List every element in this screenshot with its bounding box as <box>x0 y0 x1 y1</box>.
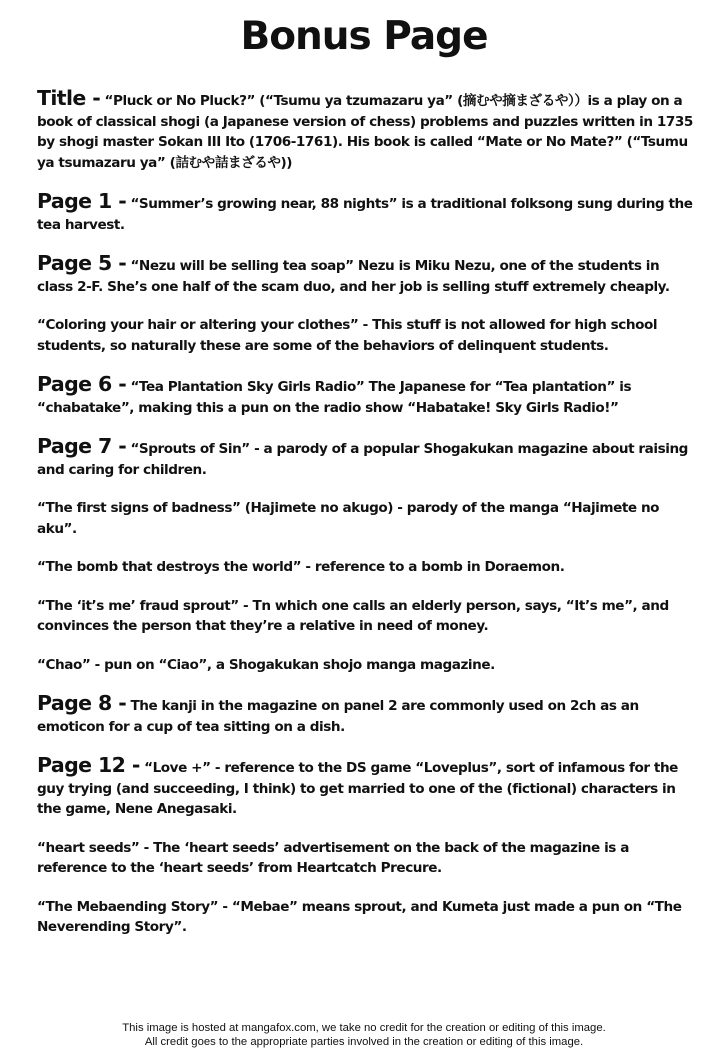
note-label: Page 12 - <box>37 753 140 777</box>
note-page-8 <box>37 693 699 737</box>
notes-list <box>37 88 699 956</box>
page-title: Bonus Page <box>240 14 488 59</box>
note-paragraph <box>37 655 699 676</box>
note-page-12-heart-seeds <box>37 838 699 879</box>
note-page-7-fraud <box>37 596 699 637</box>
note-text: “Love +” - reference to the DS game “Loveplus”, sort of infamous for the guy trying (and succeeding, I think) to get married to one of the (fictional) characters in the game, Nene Anegasaki. <box>37 760 678 817</box>
credits-footer <box>0 1021 728 1049</box>
note-text: “The first signs of badness” (Hajimete no akugo) - parody of the manga “Hajimete no aku”. <box>37 500 660 537</box>
note-paragraph <box>37 88 699 173</box>
note-paragraph <box>37 498 699 539</box>
note-label: Title - <box>37 86 101 110</box>
footer-line: All credit goes to the appropriate parties involved in the creation or editing of this image. <box>144 1036 584 1048</box>
note-text: “Summer’s growing near, 88 nights” is a traditional folksong sung during the tea harvest. <box>37 196 693 233</box>
note-page-12-mebaending <box>37 897 699 938</box>
note-paragraph <box>37 436 699 480</box>
note-text: “Pluck or No Pluck?” (“Tsumu ya tzumazaru ya” (摘むや摘まざるや））is a play on a book of classical shogi (a Japanese version of chess) problems and puzzles written in 1735 by shogi master Sokan III Ito (1706-1761). His book is called “Mate or No Mate?” (“Tsumu ya tsumazaru ya” (詰むや詰まざるや)) <box>37 93 693 171</box>
note-paragraph <box>37 315 699 356</box>
note-label: Page 5 - <box>37 251 127 275</box>
note-page-1 <box>37 191 699 235</box>
note-page-12 <box>37 755 699 820</box>
note-text: “The Mebaending Story” - “Mebae” means sprout, and Kumeta just made a pun on “The Neverending Story”. <box>37 898 682 935</box>
note-page-6 <box>37 374 699 418</box>
note-page-5-hair <box>37 315 699 356</box>
note-text: The kanji in the magazine on panel 2 are commonly used on 2ch as an emoticon for a cup of tea sitting on a dish. <box>37 698 639 735</box>
note-label: Page 8 - <box>37 691 127 715</box>
note-label: Page 1 - <box>37 189 127 213</box>
note-paragraph <box>37 557 699 578</box>
note-text: “Sprouts of Sin” - a parody of a popular Shogakukan magazine about raising and caring for children. <box>37 441 688 478</box>
note-text: “heart seeds” - The ‘heart seeds’ advertisement on the back of the magazine is a reference to the ‘heart seeds’ from Heartcatch Precure. <box>37 839 629 876</box>
note-page-7-badness <box>37 498 699 539</box>
note-text: “Chao” - pun on “Ciao”, a Shogakukan shojo manga magazine. <box>37 656 495 673</box>
note-title <box>37 88 699 173</box>
note-page-7-bomb <box>37 557 699 578</box>
note-page-7-chao <box>37 655 699 676</box>
note-paragraph <box>37 693 699 737</box>
note-label: Page 7 - <box>37 434 127 458</box>
note-paragraph <box>37 755 699 820</box>
footer-line: This image is hosted at mangafox.com, we take no credit for the creation or editing of this image. <box>122 1022 606 1034</box>
note-paragraph <box>37 838 699 879</box>
note-paragraph <box>37 897 699 938</box>
note-paragraph <box>37 191 699 235</box>
note-label: Page 6 - <box>37 372 127 396</box>
note-page-5 <box>37 253 699 297</box>
note-text: “Tea Plantation Sky Girls Radio” The Japanese for “Tea plantation” is “chabatake”, making this a pun on the radio show “Habatake! Sky Girls Radio!” <box>37 379 632 416</box>
note-text: “The ‘it’s me’ fraud sprout” - Tn which one calls an elderly person, says, “It’s me”, and convinces the person that they’re a relative in need of money. <box>37 597 669 634</box>
note-text: “Coloring your hair or altering your clothes” - This stuff is not allowed for high school students, so naturally these are some of the behaviors of delinquent students. <box>37 317 658 354</box>
note-paragraph <box>37 596 699 637</box>
note-text: “The bomb that destroys the world” - reference to a bomb in Doraemon. <box>37 559 565 575</box>
note-page-7 <box>37 436 699 480</box>
note-text: “Nezu will be selling tea soap” Nezu is Miku Nezu, one of the students in class 2-F. She’s one half of the scam duo, and her job is selling stuff extremely cheaply. <box>37 258 670 295</box>
note-paragraph <box>37 374 699 418</box>
note-paragraph <box>37 253 699 297</box>
